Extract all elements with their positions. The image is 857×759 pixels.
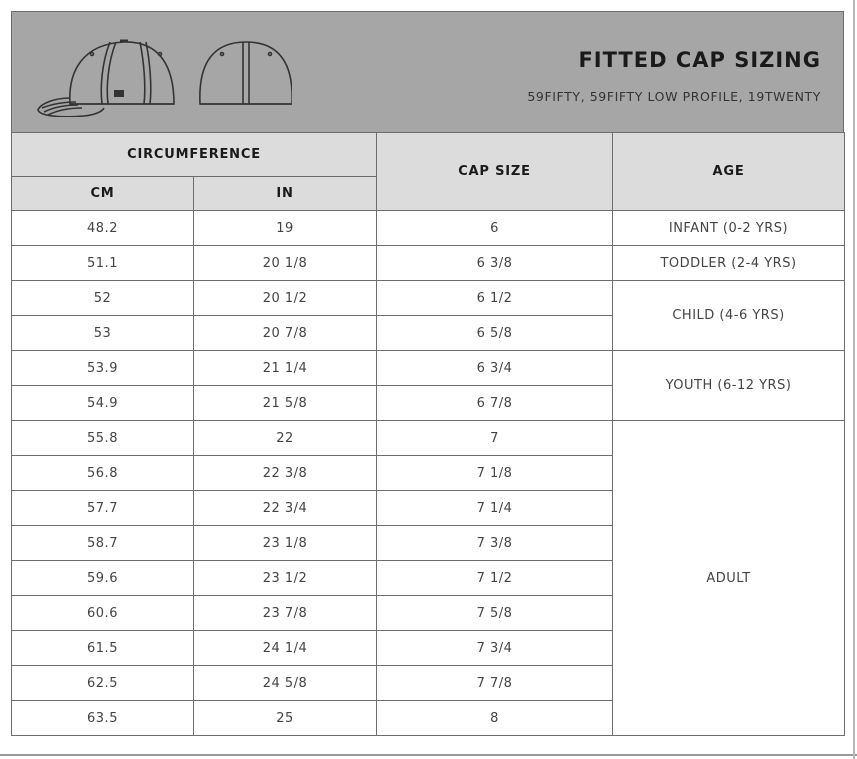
in-cell: 24 5/8	[194, 666, 377, 701]
cm-cell: 56.8	[12, 456, 194, 491]
cm-cell: 51.1	[12, 246, 194, 281]
table-row	[12, 246, 845, 281]
cm-cell: 57.7	[12, 491, 194, 526]
page-title: FITTED CAP SIZING	[578, 48, 821, 72]
age-header: AGE	[613, 133, 845, 211]
cap-size-cell: 7 3/4	[377, 631, 613, 666]
size-chart-table	[11, 132, 845, 736]
cap-size-cell: 6 1/2	[377, 281, 613, 316]
cm-cell: 58.7	[12, 526, 194, 561]
in-cell: 19	[194, 211, 377, 246]
cm-cell: 61.5	[12, 631, 194, 666]
in-cell: 21 1/4	[194, 351, 377, 386]
in-cell: 20 1/2	[194, 281, 377, 316]
header-banner	[11, 11, 844, 132]
in-cell: 25	[194, 701, 377, 736]
in-cell: 20 1/8	[194, 246, 377, 281]
cm-cell: 63.5	[12, 701, 194, 736]
cap-size-header: CAP SIZE	[377, 133, 613, 211]
age-cell: YOUTH (6-12 YRS)	[613, 351, 845, 421]
page-subtitle: 59FIFTY, 59FIFTY LOW PROFILE, 19TWENTY	[527, 89, 821, 104]
age-cell: INFANT (0-2 YRS)	[613, 211, 845, 246]
circumference-header: CIRCUMFERENCE	[12, 133, 377, 177]
in-cell: 20 7/8	[194, 316, 377, 351]
in-cell: 23 1/2	[194, 561, 377, 596]
cm-cell: 60.6	[12, 596, 194, 631]
cap-size-cell: 6	[377, 211, 613, 246]
cap-size-cell: 8	[377, 701, 613, 736]
in-cell: 21 5/8	[194, 386, 377, 421]
age-cell: CHILD (4-6 YRS)	[613, 281, 845, 351]
cap-size-cell: 6 7/8	[377, 386, 613, 421]
in-cell: 23 1/8	[194, 526, 377, 561]
cm-cell: 55.8	[12, 421, 194, 456]
in-header: IN	[194, 177, 377, 211]
cm-cell: 54.9	[12, 386, 194, 421]
cm-cell: 53	[12, 316, 194, 351]
right-edge-shadow	[853, 0, 855, 759]
cap-size-cell: 7	[377, 421, 613, 456]
cm-cell: 48.2	[12, 211, 194, 246]
age-cell: TODDLER (2-4 YRS)	[613, 246, 845, 281]
table-row	[12, 211, 845, 246]
table-row	[12, 421, 845, 456]
cap-size-cell: 7 3/8	[377, 526, 613, 561]
table-row	[12, 281, 845, 316]
in-cell: 22 3/8	[194, 456, 377, 491]
cm-cell: 59.6	[12, 561, 194, 596]
cap-illustrations	[32, 32, 292, 121]
cap-size-cell: 6 3/8	[377, 246, 613, 281]
cap-size-cell: 6 3/4	[377, 351, 613, 386]
cm-cell: 52	[12, 281, 194, 316]
table-row	[12, 351, 845, 386]
in-cell: 22	[194, 421, 377, 456]
age-cell: ADULT	[613, 421, 845, 736]
in-cell: 23 7/8	[194, 596, 377, 631]
cm-header: CM	[12, 177, 194, 211]
cap-size-cell: 7 1/8	[377, 456, 613, 491]
cap-size-cell: 7 1/2	[377, 561, 613, 596]
cap-size-cell: 7 5/8	[377, 596, 613, 631]
bottom-divider	[0, 754, 857, 756]
cap-size-cell: 7 7/8	[377, 666, 613, 701]
cm-cell: 62.5	[12, 666, 194, 701]
cm-cell: 53.9	[12, 351, 194, 386]
cap-icon	[32, 32, 292, 117]
in-cell: 22 3/4	[194, 491, 377, 526]
in-cell: 24 1/4	[194, 631, 377, 666]
cap-size-cell: 7 1/4	[377, 491, 613, 526]
cap-size-cell: 6 5/8	[377, 316, 613, 351]
